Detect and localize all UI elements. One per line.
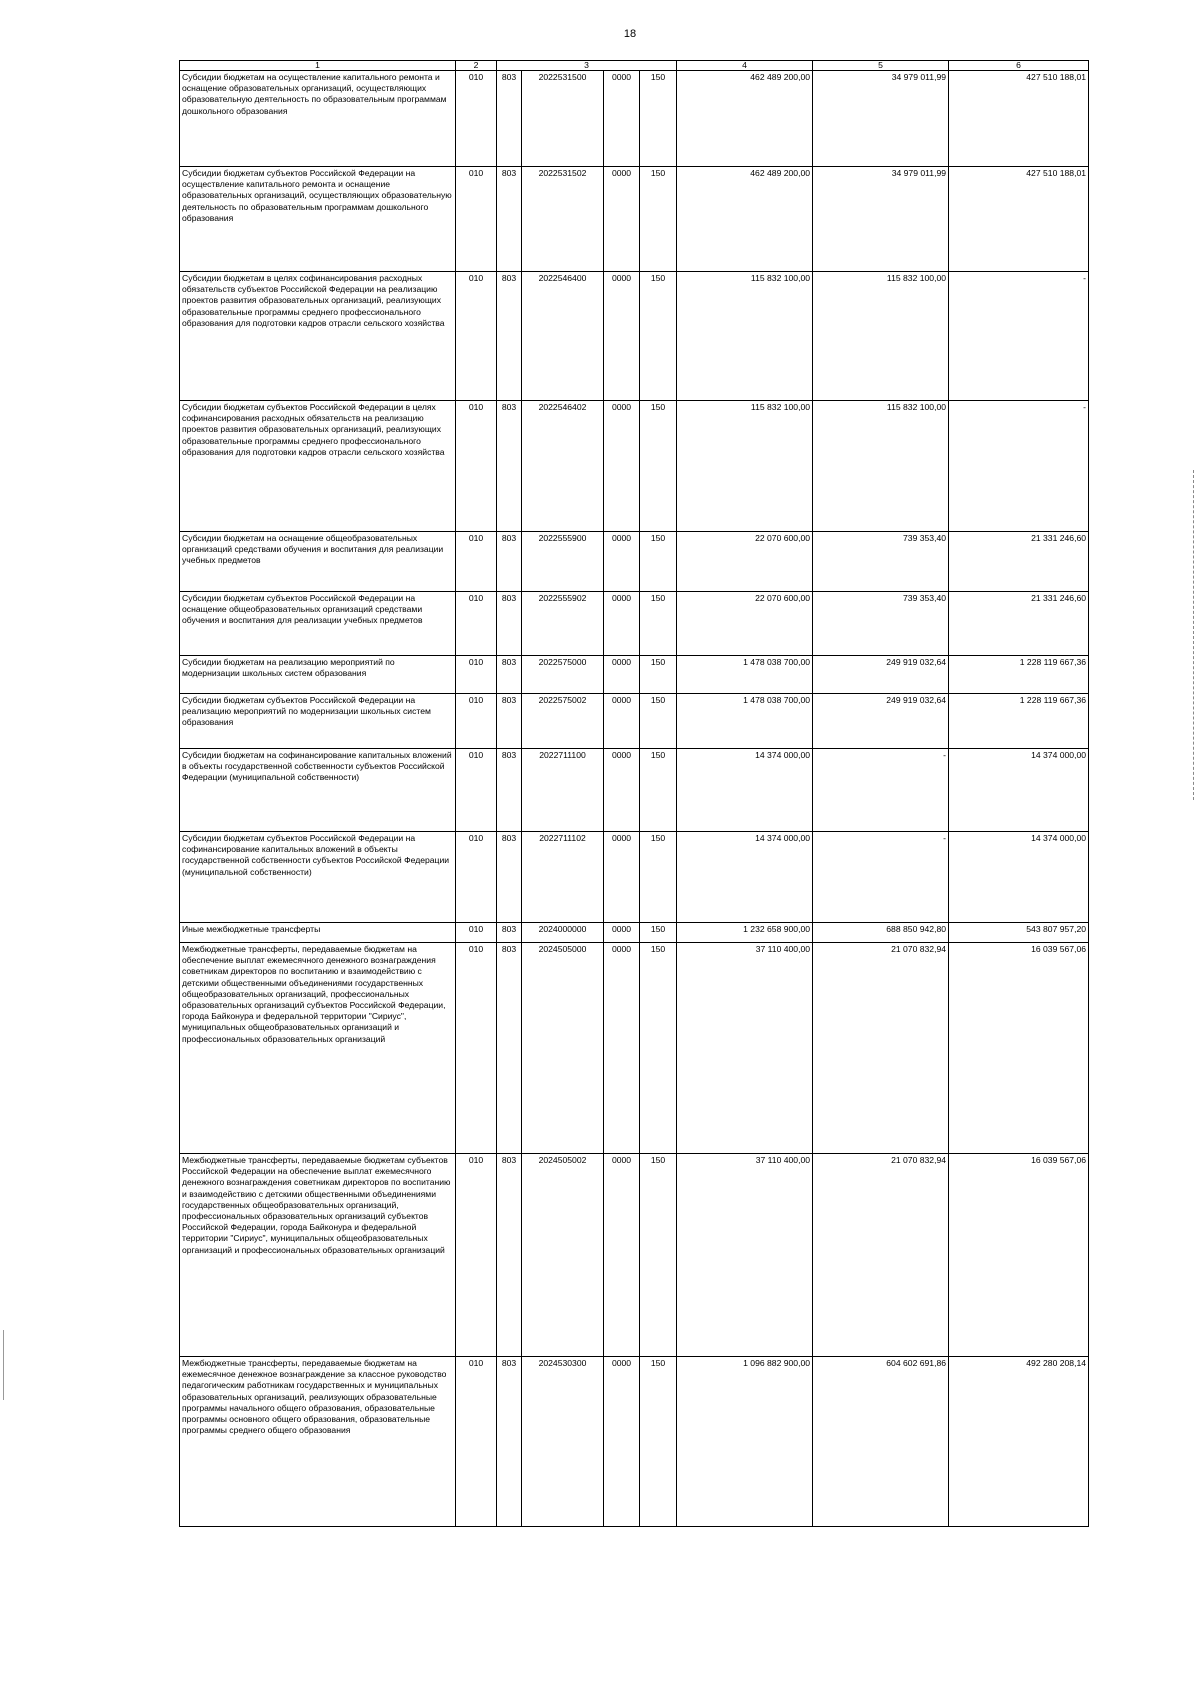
row-code-kind: 150 xyxy=(640,272,677,401)
row-value-remaining: - xyxy=(949,401,1089,532)
table-row xyxy=(180,1154,1089,1357)
row-code-sub: 0000 xyxy=(604,592,640,656)
row-value-remaining: 543 807 957,20 xyxy=(949,923,1089,943)
row-code-main: 2022575000 xyxy=(522,656,604,694)
row-code-main: 2024505002 xyxy=(522,1154,604,1357)
row-code-admin: 010 xyxy=(456,656,497,694)
row-description: Межбюджетные трансферты, передаваемые бюджетам на ежемесячное денежное вознаграждение за классное руководство педагогическим работникам государственных и муниципальных образовательных организаций, реализующих образовательные программы начального общего образования, образовательные программы основного общего образования, образовательные программы среднего общего образования xyxy=(180,1357,456,1527)
row-code-admin: 010 xyxy=(456,401,497,532)
table-row xyxy=(180,832,1089,923)
row-value-plan: 22 070 600,00 xyxy=(677,532,813,592)
row-value-plan: 115 832 100,00 xyxy=(677,401,813,532)
row-value-remaining: 427 510 188,01 xyxy=(949,167,1089,272)
row-description: Субсидии бюджетам на реализацию мероприятий по модернизации школьных систем образования xyxy=(180,656,456,694)
header-col-6: 6 xyxy=(949,61,1089,71)
row-description: Межбюджетные трансферты, передаваемые бюджетам на обеспечение выплат ежемесячного денежного вознаграждения советникам директоров по воспитанию и взаимодействию с детскими общественными объединениями государственных общеобразовательных организаций, профессиональных образовательных организаций субъектов Российской Федерации, города Байконура и федеральной территории "Сириус", муниципальных общеобразовательных организаций и профессиональных образовательных организаций xyxy=(180,943,456,1154)
row-code-group: 803 xyxy=(497,1154,522,1357)
row-value-executed: 21 070 832,94 xyxy=(813,943,949,1154)
row-description: Субсидии бюджетам субъектов Российской Федерации на реализацию мероприятий по модернизации школьных систем образования xyxy=(180,694,456,749)
table-row xyxy=(180,532,1089,592)
row-code-group: 803 xyxy=(497,694,522,749)
row-value-plan: 14 374 000,00 xyxy=(677,749,813,832)
row-code-admin: 010 xyxy=(456,167,497,272)
row-code-sub: 0000 xyxy=(604,401,640,532)
row-code-admin: 010 xyxy=(456,749,497,832)
budget-table xyxy=(179,60,1089,1527)
row-value-plan: 37 110 400,00 xyxy=(677,943,813,1154)
row-code-kind: 150 xyxy=(640,832,677,923)
row-value-plan: 1 478 038 700,00 xyxy=(677,656,813,694)
row-code-group: 803 xyxy=(497,923,522,943)
row-code-main: 2022555900 xyxy=(522,532,604,592)
row-code-main: 2022546402 xyxy=(522,401,604,532)
row-code-kind: 150 xyxy=(640,943,677,1154)
row-description: Субсидии бюджетам на оснащение общеобразовательных организаций средствами обучения и воспитания для реализации учебных предметов xyxy=(180,532,456,592)
row-code-kind: 150 xyxy=(640,532,677,592)
row-description: Субсидии бюджетам субъектов Российской Федерации на оснащение общеобразовательных организаций средствами обучения и воспитания для реализации учебных предметов xyxy=(180,592,456,656)
row-description: Субсидии бюджетам субъектов Российской Федерации на софинансирование капитальных вложений в объекты государственной собственности субъектов Российской Федерации (муниципальной собственности) xyxy=(180,832,456,923)
row-code-group: 803 xyxy=(497,832,522,923)
row-code-sub: 0000 xyxy=(604,1357,640,1527)
scan-margin-line xyxy=(3,1330,4,1400)
row-code-admin: 010 xyxy=(456,1154,497,1357)
row-value-plan: 1 096 882 900,00 xyxy=(677,1357,813,1527)
row-value-executed: 115 832 100,00 xyxy=(813,401,949,532)
row-value-remaining: 1 228 119 667,36 xyxy=(949,656,1089,694)
row-code-sub: 0000 xyxy=(604,943,640,1154)
table-row xyxy=(180,656,1089,694)
row-value-remaining: 21 331 246,60 xyxy=(949,592,1089,656)
row-value-plan: 462 489 200,00 xyxy=(677,167,813,272)
row-code-kind: 150 xyxy=(640,71,677,167)
row-code-group: 803 xyxy=(497,71,522,167)
row-code-admin: 010 xyxy=(456,694,497,749)
row-code-main: 2022575002 xyxy=(522,694,604,749)
table-row xyxy=(180,401,1089,532)
scan-margin-marks xyxy=(1193,470,1197,800)
row-value-remaining: 21 331 246,60 xyxy=(949,532,1089,592)
table-row xyxy=(180,923,1089,943)
row-value-executed: 739 353,40 xyxy=(813,592,949,656)
row-code-sub: 0000 xyxy=(604,167,640,272)
row-value-remaining: 1 228 119 667,36 xyxy=(949,694,1089,749)
row-code-main: 2024505000 xyxy=(522,943,604,1154)
table-row xyxy=(180,592,1089,656)
row-code-admin: 010 xyxy=(456,592,497,656)
row-value-remaining: - xyxy=(949,272,1089,401)
row-code-group: 803 xyxy=(497,1357,522,1527)
row-value-executed: 249 919 032,64 xyxy=(813,656,949,694)
row-value-executed: 688 850 942,80 xyxy=(813,923,949,943)
row-code-main: 2022711100 xyxy=(522,749,604,832)
table-row xyxy=(180,749,1089,832)
row-value-executed: 21 070 832,94 xyxy=(813,1154,949,1357)
header-col-2: 2 xyxy=(456,61,497,71)
row-code-main: 2024000000 xyxy=(522,923,604,943)
row-code-group: 803 xyxy=(497,656,522,694)
row-value-plan: 115 832 100,00 xyxy=(677,272,813,401)
table-header-row xyxy=(180,61,1089,71)
row-code-sub: 0000 xyxy=(604,832,640,923)
row-description: Межбюджетные трансферты, передаваемые бюджетам субъектов Российской Федерации на обеспечение выплат ежемесячного денежного вознаграждения советникам директоров по воспитанию и взаимодействию с детскими общественными объединениями государственных общеобразовательных организаций, профессиональных образовательных организаций субъектов Российской Федерации, города Байконура и федеральной территории "Сириус", муниципальных общеобразовательных организаций и профессиональных образовательных организаций xyxy=(180,1154,456,1357)
table-row xyxy=(180,943,1089,1154)
row-code-main: 2022531502 xyxy=(522,167,604,272)
row-code-group: 803 xyxy=(497,167,522,272)
row-code-group: 803 xyxy=(497,943,522,1154)
row-code-group: 803 xyxy=(497,272,522,401)
header-col-1: 1 xyxy=(180,61,456,71)
row-code-kind: 150 xyxy=(640,656,677,694)
row-code-kind: 150 xyxy=(640,1357,677,1527)
row-code-sub: 0000 xyxy=(604,749,640,832)
row-value-plan: 1 478 038 700,00 xyxy=(677,694,813,749)
row-value-executed: 739 353,40 xyxy=(813,532,949,592)
row-value-executed: - xyxy=(813,832,949,923)
row-code-sub: 0000 xyxy=(604,1154,640,1357)
row-description: Субсидии бюджетам в целях софинансирования расходных обязательств субъектов Российской Федерации на реализацию проектов развития образовательных организаций, реализующих образовательные программы среднего профессионального образования для подготовки кадров отрасли сельского хозяйства xyxy=(180,272,456,401)
row-value-plan: 14 374 000,00 xyxy=(677,832,813,923)
row-value-remaining: 492 280 208,14 xyxy=(949,1357,1089,1527)
row-value-executed: - xyxy=(813,749,949,832)
row-value-plan: 37 110 400,00 xyxy=(677,1154,813,1357)
row-code-kind: 150 xyxy=(640,401,677,532)
row-code-admin: 010 xyxy=(456,923,497,943)
header-col-5: 5 xyxy=(813,61,949,71)
row-value-executed: 249 919 032,64 xyxy=(813,694,949,749)
row-value-executed: 115 832 100,00 xyxy=(813,272,949,401)
row-description: Субсидии бюджетам на осуществление капитального ремонта и оснащение образовательных организаций, осуществляющих образовательную деятельность по образовательным программам дошкольного образования xyxy=(180,71,456,167)
row-value-executed: 34 979 011,99 xyxy=(813,167,949,272)
row-value-remaining: 14 374 000,00 xyxy=(949,749,1089,832)
row-value-plan: 462 489 200,00 xyxy=(677,71,813,167)
row-value-plan: 22 070 600,00 xyxy=(677,592,813,656)
row-code-kind: 150 xyxy=(640,167,677,272)
row-description: Субсидии бюджетам на софинансирование капитальных вложений в объекты государственной собственности субъектов Российской Федерации (муниципальной собственности) xyxy=(180,749,456,832)
table-row xyxy=(180,272,1089,401)
header-col-4: 4 xyxy=(677,61,813,71)
table-row xyxy=(180,167,1089,272)
row-code-group: 803 xyxy=(497,749,522,832)
row-code-main: 2024530300 xyxy=(522,1357,604,1527)
page-number: 18 xyxy=(623,28,637,40)
row-code-kind: 150 xyxy=(640,923,677,943)
row-code-sub: 0000 xyxy=(604,656,640,694)
row-description: Субсидии бюджетам субъектов Российской Федерации в целях софинансирования расходных обязательств на реализацию проектов развития образовательных организаций, реализующих образовательные программы среднего профессионального образования для подготовки кадров отрасли сельского хозяйства xyxy=(180,401,456,532)
row-code-sub: 0000 xyxy=(604,923,640,943)
row-code-admin: 010 xyxy=(456,71,497,167)
row-description: Иные межбюджетные трансферты xyxy=(180,923,456,943)
header-col-3: 3 xyxy=(497,61,677,71)
row-code-sub: 0000 xyxy=(604,694,640,749)
table-row xyxy=(180,694,1089,749)
row-code-group: 803 xyxy=(497,532,522,592)
row-code-main: 2022531500 xyxy=(522,71,604,167)
row-code-main: 2022555902 xyxy=(522,592,604,656)
table-row xyxy=(180,1357,1089,1527)
row-value-plan: 1 232 658 900,00 xyxy=(677,923,813,943)
row-value-remaining: 16 039 567,06 xyxy=(949,1154,1089,1357)
row-description: Субсидии бюджетам субъектов Российской Федерации на осуществление капитального ремонта и оснащение образовательных организаций, осуществляющих образовательную деятельность по образовательным программам дошкольного образования xyxy=(180,167,456,272)
row-code-admin: 010 xyxy=(456,272,497,401)
table-row xyxy=(180,71,1089,167)
row-code-main: 2022711102 xyxy=(522,832,604,923)
row-value-remaining: 14 374 000,00 xyxy=(949,832,1089,923)
row-code-main: 2022546400 xyxy=(522,272,604,401)
row-code-sub: 0000 xyxy=(604,532,640,592)
row-value-executed: 34 979 011,99 xyxy=(813,71,949,167)
row-code-sub: 0000 xyxy=(604,71,640,167)
row-code-admin: 010 xyxy=(456,943,497,1154)
row-code-kind: 150 xyxy=(640,592,677,656)
row-code-kind: 150 xyxy=(640,694,677,749)
row-code-admin: 010 xyxy=(456,832,497,923)
row-code-sub: 0000 xyxy=(604,272,640,401)
row-value-executed: 604 602 691,86 xyxy=(813,1357,949,1527)
row-value-remaining: 16 039 567,06 xyxy=(949,943,1089,1154)
row-code-kind: 150 xyxy=(640,749,677,832)
row-code-admin: 010 xyxy=(456,532,497,592)
row-code-kind: 150 xyxy=(640,1154,677,1357)
row-code-group: 803 xyxy=(497,592,522,656)
row-value-remaining: 427 510 188,01 xyxy=(949,71,1089,167)
row-code-admin: 010 xyxy=(456,1357,497,1527)
row-code-group: 803 xyxy=(497,401,522,532)
